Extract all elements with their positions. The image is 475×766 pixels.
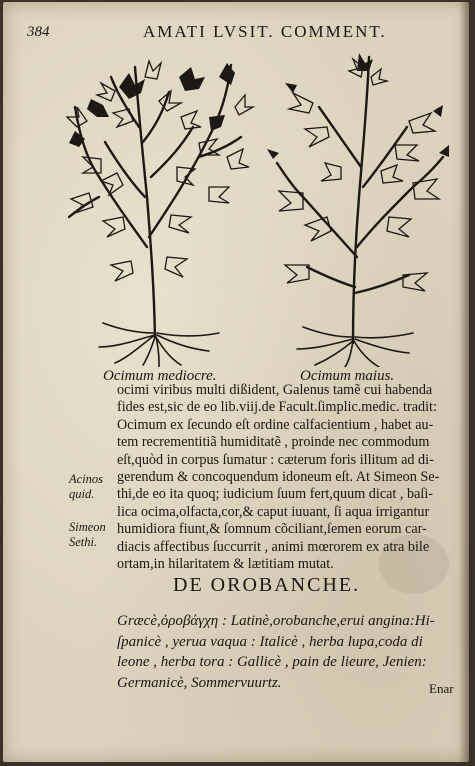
text-line: ortam,in hilaritatem & lætitiam mutat. [117,556,334,573]
text-line: Germanicè, Sommervuurtz. [117,674,282,691]
text-line: diacis affectibus ſuccurrit , animi mœrorem ex atra bile [117,538,430,555]
text-line: Ocimum ex ſecundo eſt ordine calfacientium , habet au- [117,416,434,433]
text-line: humidiora fiunt,& ſomnum cõciliant,ſemen eorum car- [117,521,427,538]
text-line: lica ocima,olfacta,cor,& caput iuuant, ſi aqua irrigantur [117,503,430,520]
woodcut-ocimum-mediocre [59,47,259,367]
text-line: Græcè,ὀροβάγχη : Latinè,orobanche,erui angina:Hi- [117,613,435,629]
page-header [3,22,469,44]
vernacular-names-paragraph [117,611,463,693]
marginal-note-simeon [69,520,106,550]
catchword: Enar [429,681,454,696]
body-paragraph [117,382,461,573]
text-line: eſt,quòd in corpus ſumatur : cæterum foris illitum ad di- [117,451,434,468]
running-title: AMATI LVSIT. COMMENT. [143,22,387,41]
text-line: thi,de eo ita quoq; iudicium ſuum fert,quum dicat , baſi- [117,486,433,503]
woodcut-ocimum-maius [263,47,453,367]
text-line: tem recrementitiã humiditatẽ , proinde nec commodum [117,434,430,451]
text-line: ſpanicè , yerua vaqua : Italicè , herba lupa,coda di [117,633,423,650]
section-heading: DE OROBANCHE. [173,574,361,596]
figure-caption-left: Ocimum mediocre. [103,368,217,384]
figure-caption-right: Ocimum maius. [300,368,395,384]
text-line: fides est,sic de eo lib.viij.de Facult.ſimplic.medic. tradit: [117,399,437,416]
text-line: ocimi viribus multi dißident, Galenus tamẽ cui habenda [117,382,433,398]
text-line: leone , herba tora : Gallicè , pain de lieure, Jenien: [117,654,427,670]
page-number: 384 [27,24,50,40]
text-line: gerendum & concoquendum idoneum eſt. At Simeon Se- [117,469,440,486]
marginal-note-line: Simeon [69,520,106,534]
marginal-note-acinos [69,472,103,502]
book-page [3,2,469,762]
marginal-note-line: Acinos [69,472,104,486]
marginal-note-line: Sethi. [69,535,98,549]
marginal-note-line: quid. [69,487,95,501]
